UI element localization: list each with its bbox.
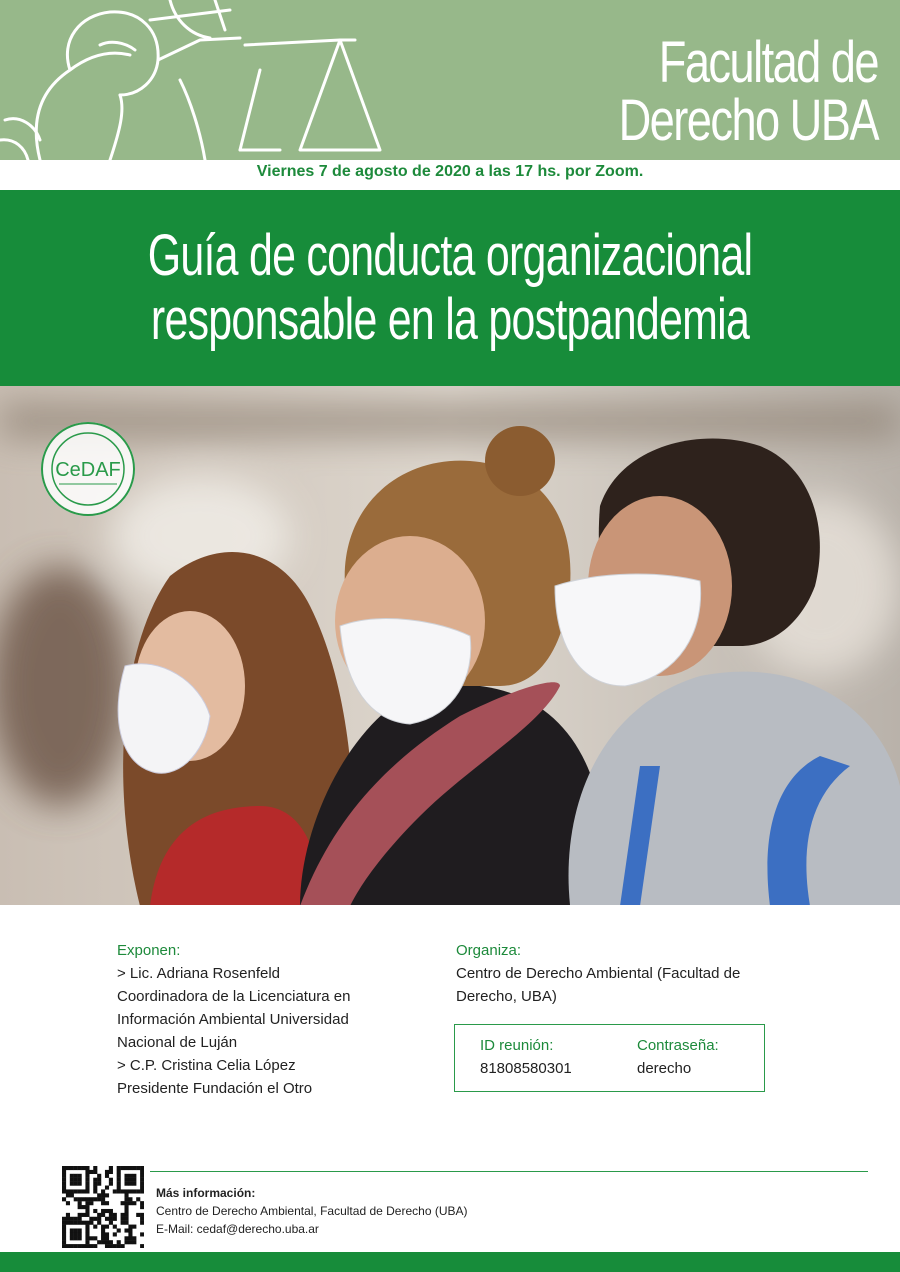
speaker-line: > Lic. Adriana Rosenfeld (117, 965, 281, 982)
speaker-line: Nacional de Luján (117, 1034, 238, 1051)
footer-organization: Centro de Derecho Ambiental, Facultad de Derecho (UBA) (156, 1204, 468, 1218)
footer-info (156, 1184, 468, 1238)
title-band (0, 190, 900, 386)
meeting-id-label: ID reunión: (480, 1037, 554, 1054)
more-info-label: Más información: (156, 1186, 256, 1200)
logo-text: CeDAF (55, 459, 121, 481)
event-title-line2: responsable en la postpandemia (150, 287, 750, 352)
meeting-password-label: Contraseña: (637, 1037, 719, 1054)
speakers-section (117, 940, 417, 1100)
footer-email[interactable]: E-Mail: cedaf@derecho.uba.ar (156, 1222, 319, 1236)
justice-lady-illustration (0, 0, 400, 160)
organizer-line: Centro de Derecho Ambiental (Facultad de (456, 965, 741, 982)
meeting-password (637, 1035, 719, 1080)
organizer-label: Organiza: (456, 942, 522, 959)
meeting-credentials-box (454, 1024, 765, 1092)
speaker-line: Coordinadora de la Licenciatura en (117, 988, 351, 1005)
event-title (117, 224, 783, 352)
meeting-password-value[interactable]: derecho (637, 1060, 692, 1077)
cedaf-logo (39, 420, 137, 518)
meeting-id (480, 1035, 572, 1080)
footer-divider (150, 1171, 868, 1172)
organizer-line: Derecho, UBA) (456, 988, 557, 1005)
speaker-line: Presidente Fundación el Otro (117, 1080, 313, 1097)
speaker-line: > C.P. Cristina Celia López (117, 1057, 296, 1074)
event-title-line1: Guía de conducta organizacional (147, 223, 753, 288)
speakers-label: Exponen: (117, 942, 181, 959)
bottom-bar (0, 1252, 900, 1272)
header-banner (0, 0, 900, 160)
speaker-line: Información Ambiental Universidad (117, 1011, 349, 1028)
meeting-id-value[interactable]: 81808580301 (480, 1060, 572, 1077)
qr-code[interactable] (62, 1166, 144, 1248)
event-date: Viernes 7 de agosto de 2020 a las 17 hs. por Zoom. (256, 163, 644, 180)
faculty-title: Facultad de Derecho UBA (618, 30, 878, 153)
organizer-section (456, 940, 786, 1008)
